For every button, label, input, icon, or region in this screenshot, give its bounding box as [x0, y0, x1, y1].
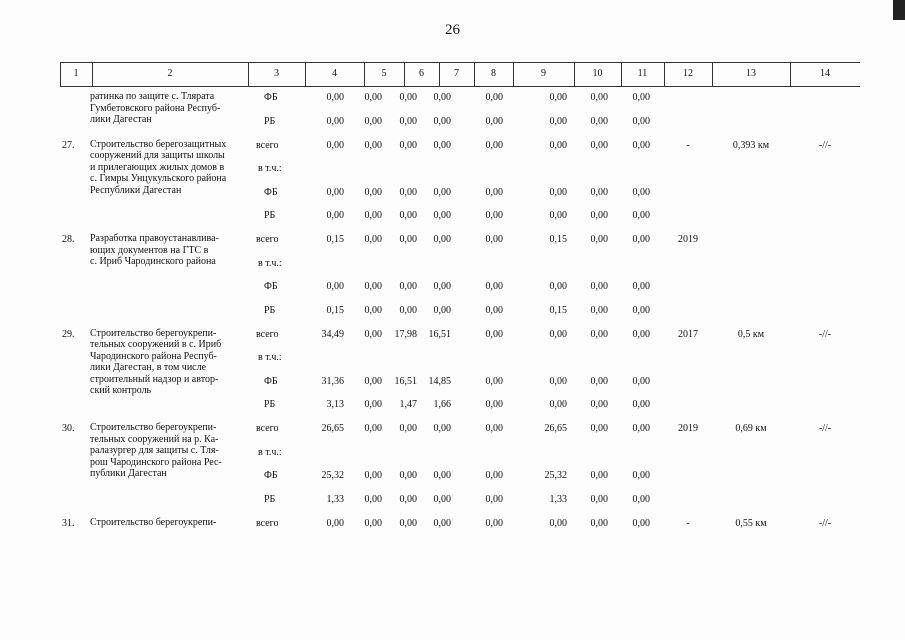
value-cell: 0,00	[632, 423, 650, 434]
row-description	[90, 233, 248, 268]
header-cell: 11	[637, 68, 648, 79]
row-number: 30.	[62, 423, 75, 434]
value-cell: 0,00	[364, 423, 382, 434]
value-cell: 0,00	[399, 186, 417, 198]
year-cell: 2019	[678, 423, 698, 434]
value-cell: 0,00	[399, 423, 417, 434]
value-cell: 0,00	[364, 92, 382, 103]
value-cell: 0,00	[433, 517, 451, 529]
value-cell: 0,15	[326, 304, 344, 316]
value-cell: 16,51	[428, 328, 451, 340]
value-cell: 0,00	[326, 92, 344, 103]
value-cell: 0,00	[485, 139, 503, 151]
value-cell: 0,00	[364, 493, 382, 505]
value-cell: 0,00	[399, 493, 417, 505]
year-cell: 2017	[678, 328, 698, 340]
value-cell: 25,32	[544, 470, 567, 481]
value-cell: 31,36	[321, 375, 344, 387]
value-cell: 0,00	[399, 281, 417, 292]
value-cell: 0,00	[632, 139, 650, 151]
note-cell: -//-	[818, 139, 832, 151]
value-cell: 0,00	[433, 139, 451, 151]
value-cell: 0,00	[632, 470, 650, 481]
description-line: ский контроль	[90, 385, 152, 396]
budget-table	[60, 62, 860, 622]
funding-type: ФБ	[264, 92, 278, 103]
header-cell: 2	[167, 68, 173, 79]
value-cell: 0,00	[433, 186, 451, 198]
value-cell: 0,00	[590, 304, 608, 316]
value-cell: 0,00	[549, 210, 567, 221]
header-cell: 14	[820, 68, 830, 79]
value-cell: 0,00	[632, 210, 650, 221]
value-cell: 0,00	[632, 517, 650, 529]
value-cell: 0,00	[326, 210, 344, 221]
funding-type: всего	[256, 423, 279, 434]
value-cell: 0,00	[364, 517, 382, 529]
value-cell: 0,00	[632, 92, 650, 103]
funding-type: ФБ	[264, 375, 278, 387]
row-description	[90, 91, 248, 126]
value-cell: 0,00	[632, 281, 650, 292]
capacity-cell: 0,55 км	[735, 517, 767, 529]
value-cell: 0,00	[326, 517, 344, 529]
value-cell: 17,98	[394, 328, 417, 340]
value-cell: 0,00	[549, 186, 567, 198]
value-cell: 0,00	[549, 92, 567, 103]
value-cell: 0,00	[433, 210, 451, 221]
note-cell: -//-	[818, 328, 832, 340]
funding-type: РБ	[264, 210, 276, 221]
value-cell: 0,00	[549, 517, 567, 529]
value-cell: 0,00	[590, 234, 608, 245]
value-cell: 0,00	[364, 186, 382, 198]
header-top-rule	[60, 62, 860, 63]
value-cell: 0,00	[326, 139, 344, 151]
description-line: с. Ириб Чародинского района	[90, 256, 216, 267]
value-cell: 0,00	[632, 493, 650, 505]
value-cell: 0,00	[326, 281, 344, 292]
header-cell: 10	[592, 68, 603, 79]
value-cell: 0,00	[549, 328, 567, 340]
funding-type: ФБ	[264, 470, 278, 481]
row-number: 28.	[62, 234, 75, 245]
value-cell: 0,00	[364, 210, 382, 221]
capacity-cell: 0,69 км	[735, 423, 767, 434]
page-number: 26	[445, 22, 460, 38]
value-cell: 0,00	[485, 115, 503, 127]
capacity-cell: 0,393 км	[732, 139, 770, 151]
value-cell: 0,00	[433, 234, 451, 245]
funding-type: в т.ч.:	[258, 257, 282, 269]
value-cell: 0,00	[590, 423, 608, 434]
value-cell: 0,00	[485, 304, 503, 316]
value-cell: 0,15	[549, 304, 567, 316]
value-cell: 0,00	[433, 493, 451, 505]
value-cell: 0,00	[590, 139, 608, 151]
value-cell: 0,00	[364, 139, 382, 151]
value-cell: 0,00	[364, 304, 382, 316]
value-cell: 14,85	[428, 375, 451, 387]
description-line: ралазургер для защиты с. Тля-	[90, 445, 219, 456]
value-cell: 0,00	[399, 304, 417, 316]
value-cell: 0,00	[632, 234, 650, 245]
header-bottom-rule	[60, 86, 860, 87]
row-description	[90, 517, 248, 529]
funding-type: РБ	[264, 304, 276, 316]
value-cell: 0,00	[590, 517, 608, 529]
description-line: ющих документов на ГТС в	[90, 244, 209, 256]
capacity-cell: 0,5 км	[737, 328, 765, 340]
value-cell: 0,00	[485, 281, 503, 292]
header-cell: 1	[73, 68, 79, 79]
value-cell: 0,00	[364, 281, 382, 292]
value-cell: 0,00	[549, 281, 567, 292]
value-cell: 0,00	[433, 423, 451, 434]
value-cell: 0,00	[485, 493, 503, 505]
description-line: Республики Дагестан	[90, 184, 182, 196]
value-cell: 0,00	[485, 470, 503, 481]
value-cell: 0,00	[485, 399, 503, 410]
value-cell: 0,00	[590, 399, 608, 410]
year-cell: -	[686, 517, 690, 529]
value-cell: 0,00	[485, 210, 503, 221]
value-cell: 0,00	[485, 423, 503, 434]
description-line: с. Гимры Унцукульского района	[90, 173, 227, 184]
description-line: рош Чародинского района Рес-	[90, 456, 222, 468]
description-line: Чародинского района Респуб-	[90, 350, 217, 362]
value-cell: 0,00	[326, 115, 344, 127]
funding-type: РБ	[264, 493, 276, 505]
value-cell: 0,00	[433, 115, 451, 127]
value-cell: 0,00	[590, 470, 608, 481]
funding-type: в т.ч.:	[258, 163, 282, 174]
value-cell: 0,00	[632, 375, 650, 387]
description-line: Строительство берегоукрепи-	[90, 516, 217, 528]
value-cell: 0,00	[364, 328, 382, 340]
value-cell: 0,00	[549, 399, 567, 410]
value-cell: 0,00	[485, 375, 503, 387]
description-line: ратинка по защите с. Тлярата	[90, 91, 215, 102]
description-line: лики Дагестан	[90, 114, 152, 125]
value-cell: 0,00	[590, 186, 608, 198]
description-line: тельных сооружений на р. Ка-	[90, 433, 219, 445]
value-cell: 0,00	[485, 517, 503, 529]
funding-type: ФБ	[264, 186, 278, 198]
funding-type: ФБ	[264, 281, 278, 292]
value-cell: 0,00	[399, 517, 417, 529]
value-cell: 16,51	[394, 375, 417, 387]
description-line: Строительство берегозащитных	[90, 138, 227, 150]
description-line: тельных сооружений в с. Ириб	[90, 339, 222, 350]
value-cell: 0,00	[364, 470, 382, 481]
value-cell: 0,00	[632, 399, 650, 410]
value-cell: 0,00	[364, 234, 382, 245]
funding-type: в т.ч.:	[258, 446, 282, 458]
row-number: 31.	[62, 517, 75, 529]
value-cell: 0,00	[433, 281, 451, 292]
value-cell: 0,00	[590, 375, 608, 387]
description-line: сооружений для защиты школы	[90, 150, 225, 161]
year-cell: 2019	[678, 234, 698, 245]
value-cell: 0,00	[590, 328, 608, 340]
description-line: Разработка правоустанавлива-	[90, 233, 219, 244]
description-line: и прилегающих жилых домов в	[90, 161, 225, 173]
value-cell: 0,00	[364, 375, 382, 387]
value-cell: 26,65	[321, 423, 344, 434]
header-cell: 7	[454, 68, 459, 79]
value-cell: 0,00	[590, 493, 608, 505]
funding-type: в т.ч.:	[258, 352, 282, 363]
description-line: публики Дагестан	[90, 468, 167, 479]
value-cell: 3,13	[326, 399, 344, 410]
description-line: Строительство берегоукрепи-	[90, 422, 217, 433]
value-cell: 0,00	[399, 139, 417, 151]
description-line: Строительство берегоукрепи-	[90, 327, 217, 339]
value-cell: 0,00	[632, 304, 650, 316]
value-cell: 26,65	[544, 423, 567, 434]
value-cell: 0,00	[485, 186, 503, 198]
header-cell: 8	[491, 68, 496, 79]
header-cell: 13	[746, 68, 756, 79]
value-cell: 0,00	[485, 234, 503, 245]
header-cell: 6	[419, 68, 424, 79]
year-cell: -	[686, 139, 690, 151]
value-cell: 0,00	[632, 115, 650, 127]
value-cell: 1,33	[549, 493, 567, 505]
value-cell: 1,33	[326, 493, 344, 505]
header-cell: 9	[541, 68, 546, 79]
value-cell: 0,00	[590, 115, 608, 127]
scan-corner-mark	[893, 0, 905, 20]
header-cell: 3	[274, 68, 279, 79]
funding-type: всего	[256, 328, 279, 340]
header-cell: 12	[683, 68, 693, 79]
value-cell: 0,00	[549, 139, 567, 151]
value-cell: 0,00	[590, 92, 608, 103]
header-cell: 4	[332, 68, 337, 79]
value-cell: 0,00	[485, 92, 503, 103]
value-cell: 0,00	[399, 234, 417, 245]
value-cell: 0,00	[399, 210, 417, 221]
row-number: 29.	[62, 328, 75, 340]
funding-type: всего	[256, 517, 279, 529]
value-cell: 0,00	[399, 470, 417, 481]
value-cell: 0,00	[399, 115, 417, 127]
value-cell: 0,00	[433, 304, 451, 316]
value-cell: 0,15	[549, 234, 567, 245]
value-cell: 25,32	[321, 470, 344, 481]
value-cell: 0,00	[590, 210, 608, 221]
value-cell: 0,00	[364, 399, 382, 410]
value-cell: 0,00	[433, 92, 451, 103]
description-line: строительный надзор и автор-	[90, 373, 219, 385]
value-cell: 0,00	[364, 115, 382, 127]
value-cell: 0,00	[549, 375, 567, 387]
funding-type: всего	[256, 139, 279, 151]
value-cell: 1,66	[433, 399, 451, 410]
value-cell: 0,00	[326, 186, 344, 198]
value-cell: 0,00	[590, 281, 608, 292]
row-description	[90, 328, 248, 397]
value-cell: 0,00	[632, 186, 650, 198]
funding-type: РБ	[264, 399, 276, 410]
description-line: лики Дагестан, в том числе	[90, 362, 207, 373]
funding-type: всего	[256, 234, 279, 245]
value-cell: 0,00	[549, 115, 567, 127]
note-cell: -//-	[818, 423, 832, 434]
value-cell: 0,15	[326, 234, 344, 245]
value-cell: 1,47	[399, 399, 417, 410]
header-cell: 5	[381, 68, 387, 79]
value-cell: 0,00	[399, 92, 417, 103]
row-description	[90, 139, 248, 197]
row-number: 27.	[62, 139, 75, 151]
value-cell: 0,00	[433, 470, 451, 481]
funding-type: РБ	[264, 115, 276, 127]
value-cell: 0,00	[485, 328, 503, 340]
value-cell: 0,00	[632, 328, 650, 340]
note-cell: -//-	[818, 517, 832, 529]
description-line: Гумбетовского района Респуб-	[90, 102, 221, 114]
row-description	[90, 422, 248, 480]
value-cell: 34,49	[321, 328, 344, 340]
